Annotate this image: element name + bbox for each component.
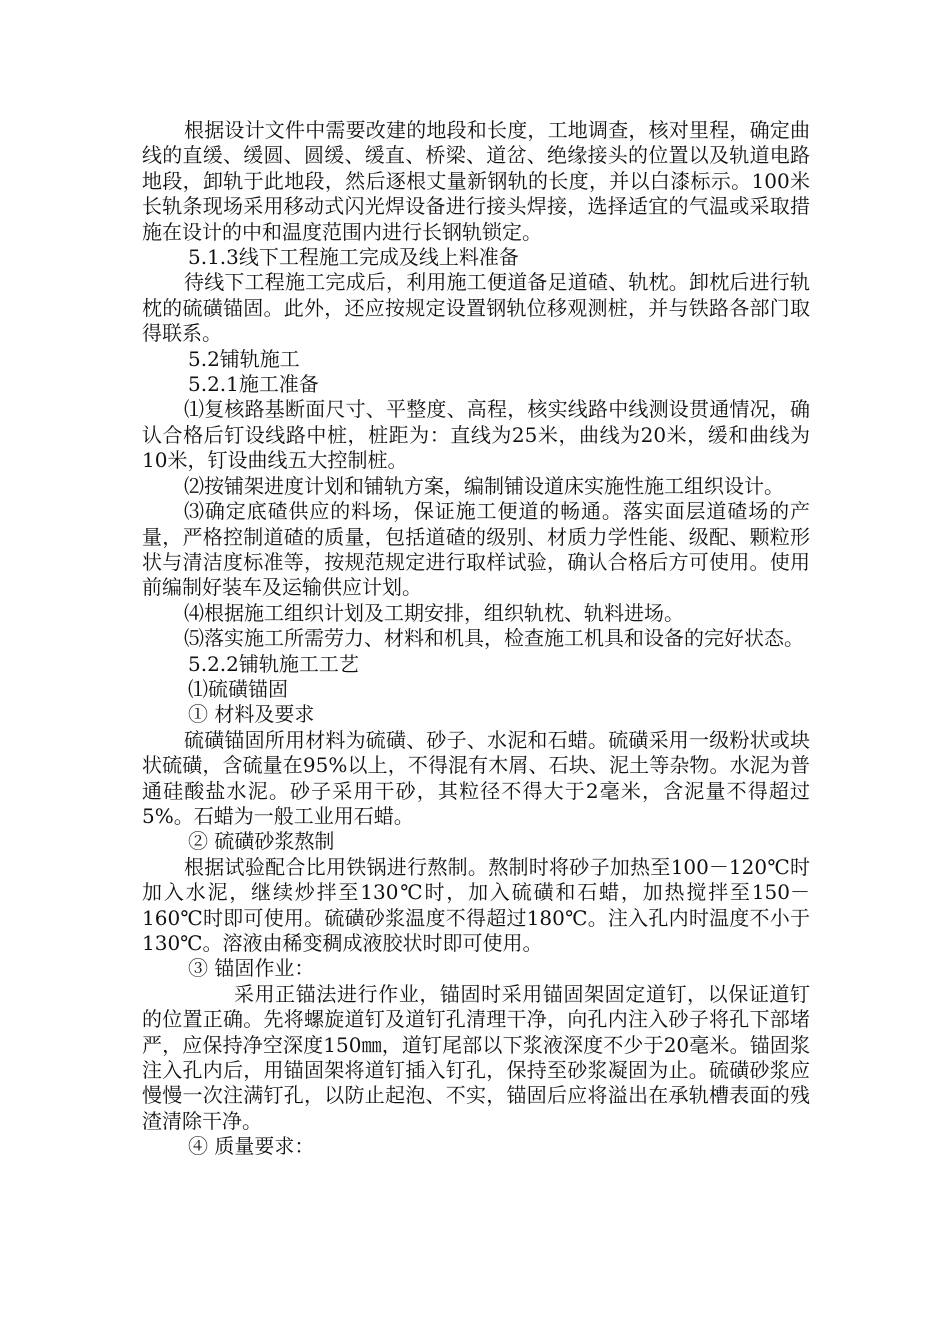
body-paragraph: ⑶确定底碴供应的料场，保证施工便道的畅通。落实面层道碴场的产量，严格控制道碴的质量，包括道碴的级别、材质力学性能、级配、颗粒形状与清洁度标准等，按规范规定进行取样试验，确认合格后方可使用。使用前编制好装车及运输供应计划。: [142, 499, 810, 600]
subsection-heading: ③ 锚固作业：: [188, 956, 315, 981]
body-paragraph: 待线下工程施工完成后，利用施工便道备足道碴、轨枕。卸枕后进行轨枕的硫磺锚固。此外，还应按规定设置钢轨位移观测桩，并与铁路各部门取得联系。: [142, 270, 810, 346]
body-paragraph: 根据试验配合比用铁锅进行熬制。熬制时将砂子加热至100－120℃时加入水泥，继续炒拌至130℃时，加入硫磺和石蜡，加热搅拌至150－160℃时即可使用。硫磺砂浆温度不得超过180℃。注入孔内时温度不小于130℃。溶液由稀变稠成液胶状时即可使用。: [142, 854, 810, 955]
subsection-heading: ② 硫磺砂浆熬制: [188, 829, 335, 854]
section-heading: 5.2.1施工准备: [188, 372, 319, 397]
document-page: [142, 118, 810, 1160]
body-paragraph: ⑷根据施工组织计划及工期安排，组织轨枕、轨料进场。: [184, 600, 684, 625]
body-paragraph: 采用正锚法进行作业，锚固时采用锚固架固定道钉，以保证道钉的位置正确。先将螺旋道钉及道钉孔清理干净，向孔内注入砂子将孔下部堵严，应保持净空深度150㎜，道钉尾部以下浆液深度不少于20毫米。锚固浆注入孔内后，用锚固架将道钉插入钉孔，保持至砂浆凝固为止。硫磺砂浆应慢慢一次注满钉孔，以防止起泡、不实，锚固后应将溢出在承轨槽表面的残渣清除干净。: [142, 981, 810, 1133]
body-paragraph: 硫磺锚固所用材料为硫磺、砂子、水泥和石蜡。硫磺采用一级粉状或块状硫磺，含硫量在95%以上，不得混有木屑、石块、泥土等杂物。水泥为普通硅酸盐水泥。砂子采用干砂，其粒径不得大于2毫米，含泥量不得超过5%。石蜡为一般工业用石蜡。: [142, 727, 810, 828]
subsection-heading: ① 材料及要求: [188, 702, 315, 727]
section-heading: ⑴硫磺锚固: [188, 676, 288, 701]
body-paragraph: ⑵按铺架进度计划和铺轨方案，编制铺设道床实施性施工组织设计。: [184, 473, 784, 498]
body-paragraph: 根据设计文件中需要改建的地段和长度，工地调查，核对里程，确定曲线的直缓、缓圆、圆缓、缓直、桥梁、道岔、绝缘接头的位置以及轨道电路地段，卸轨于此地段，然后逐根丈量新钢轨的长度，并以白漆标示。100米长轨条现场采用移动式闪光焊设备进行接头焊接，选择适宜的气温或采取措施在设计的中和温度范围内进行长钢轨锁定。: [142, 118, 810, 244]
section-heading: 5.2铺轨施工: [188, 346, 300, 371]
subsection-heading: ④ 质量要求：: [188, 1134, 315, 1159]
body-paragraph: ⑴复核路基断面尺寸、平整度、高程，核实线路中线测设贯通情况，确认合格后钉设线路中桩，桩距为：直线为25米，曲线为20米，缓和曲线为10米，钉设曲线五大控制桩。: [142, 397, 810, 473]
body-paragraph: ⑸落实施工所需劳力、材料和机具，检查施工机具和设备的完好状态。: [184, 626, 804, 651]
section-heading: 5.2.2铺轨施工工艺: [188, 651, 359, 676]
section-heading: 5.1.3线下工程施工完成及线上料准备: [188, 245, 519, 270]
